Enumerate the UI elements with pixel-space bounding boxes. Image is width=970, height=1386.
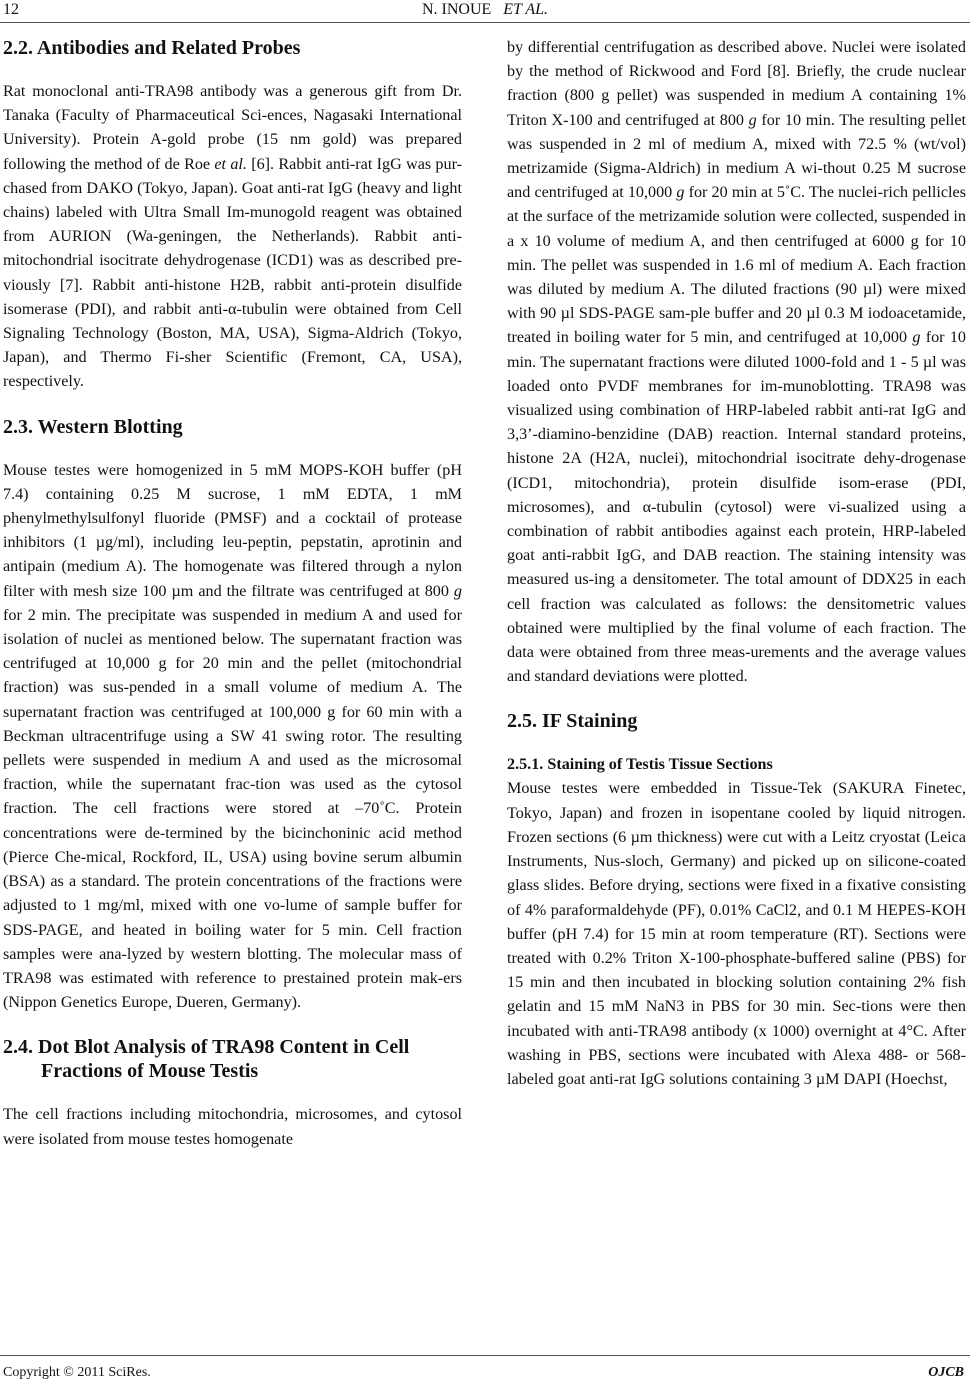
paragraph-antibodies: Rat monoclonal anti-TRA98 antibody was a generous gift from Dr. Tanaka (Faculty of Pharmaceutical Sci-ences, Nagasaki International University). Protein A-gold probe (15 nm gold) was prepared following the method of de Roe et al. [6]. Rabbit anti-rat IgG was pur-chased from DAKO (Tokyo, Japan). Goat anti-rat IgG (heavy and light chains) labeled with Ultra Small Im-munogold reagent was obtained from AURION (Wa-geningen, the Netherlands). Rabbit anti-mitochondrial isocitrate dehydrogenase (ICD1) was as described pre-viously [7]. Rabbit anti-histone H2B, rabbit anti-protein disulfide isomerase (PDI), and rabbit anti-α-tubulin were obtained from Cell Signaling Technology (Boston, MA, USA), Sigma-Aldrich (Tokyo, Japan), and Thermo Fi-sher Scientific (Fremont, CA, USA), respectively. (3, 83, 463, 391)
copyright-notice: Copyright © 2011 SciRes. (3, 1365, 151, 1380)
section-heading-2-2: 2.2. Antibodies and Related Probes (3, 37, 301, 59)
paragraph-dot-blot-start: The cell fractions including mitochondria, microsomes, and cytosol were isolated from mouse testes homogenate (3, 1106, 462, 1148)
left-column (3, 36, 462, 1152)
paragraph-dot-blot-continued: by differential centrifugation as described above. Nuclei were isolated by the method of Rickwood and Ford [8]. Briefly, the crude nuclear fraction (800 g pellet) was suspended in medium A containing 1% Triton X-100 and centrifuged at 800 g for 10 min. The resulting pellet was suspended in 2 ml of medium A, mixed with 72.5 % (wt/vol) metrizamide (Sigma-Aldrich) in medium A wi-thout 0.25 M sucrose and centrifuged at 10,000 g for 20 min at 5˚C. The nuclei-rich pellicles at the surface of the metrizamide solution were collected, suspended in a x 10 volume of medium A, and then centrifuged at 6000 g for 10 min. The pellet was suspended in 1.6 ml of medium A. Each fraction was diluted by medium A. The diluted fractions (90 µl) were mixed with 90 µl SDS-PAGE sam-ple buffer and 20 µl 0.3 M iodoacetamide, treated in boiling water for 5 min, and centrifuged at 10,000 g for 10 min. The supernatant fractions were diluted 1000-fold and 1 - 5 µl was loaded onto PVDF membranes for im-munoblotting. TRA98 was visualized using combination of HRP-labeled rabbit anti-rat IgG and 3,3’-diamino-benzidine (DAB) reaction. Internal standard proteins, histone 2A (H2A, nuclei), mitochondrial isocitrate dehy-drogenase (ICD1, mitochondria), protein disulfide isom-erase (PDI, microsomes), and α-tubulin (cytosol) were vi-sualized using a combination of rabbit antibodies against each protein, HRP-labeled goat anti-rabbit IgG, and DAB reaction. The staining intensity was measured us-ing a densitometer. The total amount of DDX25 in each cell fraction was calculated as follows: the densitometric values obtained were multiplied by the final volume of each fraction. The data were obtained from three meas-urements and the average values and standard deviations were plotted. (507, 39, 967, 686)
subsection-heading-2-5-1: 2.5.1. Staining of Testis Tissue Sections (507, 756, 773, 774)
journal-abbrev: OJCB (928, 1365, 964, 1380)
running-header (0, 0, 970, 23)
page-number: 12 (3, 1, 19, 18)
paragraph-western-blotting: Mouse testes were homogenized in 5 mM MOPS-KOH buffer (pH 7.4) containing 0.25 M sucrose, 1 mM EDTA, 1 mM phenylmethylsulfonyl fluoride (PMSF) and a cocktail of protease inhibitors (1 µg/ml), including leu-peptin, pepstatin, aprotinin and antipain (medium A). The homogenate was filtered through a nylon filter with mesh size 100 µm and the filtrate was centrifuged at 800 g for 2 min. The precipitate was suspended in medium A and used for isolation of nuclei as mentioned below. The supernatant fraction was centrifuged at 10,000 g for 20 min and the pellet (mitochondrial fraction) was sus-pended in a small volume of medium A. The supernatant fraction was centrifuged at 100,000 g for 60 min with a Beckman ultracentrifuge using a SW 41 swing rotor. The resulting pellets were suspended in medium A and used as the microsomal fraction, while the supernatant frac-tion was used as the cytosol fraction. The cell fractions were stored at –70˚C. Protein concentrations were de-termined by the bicinchoninic acid method (Pierce Che-mical, Rockford, IL, USA) using bovine serum albumin (BSA) as a standard. The protein concentrations of the fractions were adjusted to 1 mg/ml, mixed with one vo-lume of sample buffer for SDS-PAGE, and heated in boiling water for 5 min. Cell fraction samples were ana-lyzed by western blotting. The molecular mass of TRA98 was estimated with reference to prestained protein mak-ers (Nippon Genetics Europe, Dueren, Germany). (3, 461, 462, 1012)
section-heading-2-5: 2.5. IF Staining (507, 710, 638, 733)
section-heading-2-4: 2.4. Dot Blot Analysis of TRA98 Content in Cell Fractions of Mouse Testis (3, 1036, 410, 1083)
running-title (0, 1, 970, 19)
running-title-etal: ET AL. (503, 1, 549, 18)
section-heading-2-3: 2.3. Western Blotting (3, 415, 183, 438)
page-footer (0, 1355, 970, 1386)
right-column (507, 36, 966, 1092)
running-title-authors: N. INOUE (421, 1, 492, 18)
paragraph-tissue-sections: Mouse testes were embedded in Tissue-Tek (SAKURA Finetec, Tokyo, Japan) and frozen in isopentane cooled by liquid nitrogen. Frozen sections (6 µm thickness) were cut with a Leitz cryostat (Leica Instruments, Nus-sloch, Germany) and picked up on silicone-coated glass slides. Before drying, sections were fixed in a fixative consisting of 4% paraformaldehyde (PF), 0.01% CaCl2, and 0.1 M HEPES-KOH buffer (pH 7.4) for 15 min at room temperature (RT). Sections were treated with 0.2% Triton X-100-phosphate-buffered saline (PBS) for 15 min and then incubated in blocking solution containing 2% fish gelatin and 15 mM NaN3 in PBS for 30 min. Sec-tions were then incubated with anti-TRA98 antibody (x 1000) overnight at 4°C. After washing in PBS, sections were incubated with Alexa 488- or 568-labeled goat anti-rat IgG solutions containing 3 µM DAPI (Hoechst, (507, 780, 966, 1088)
